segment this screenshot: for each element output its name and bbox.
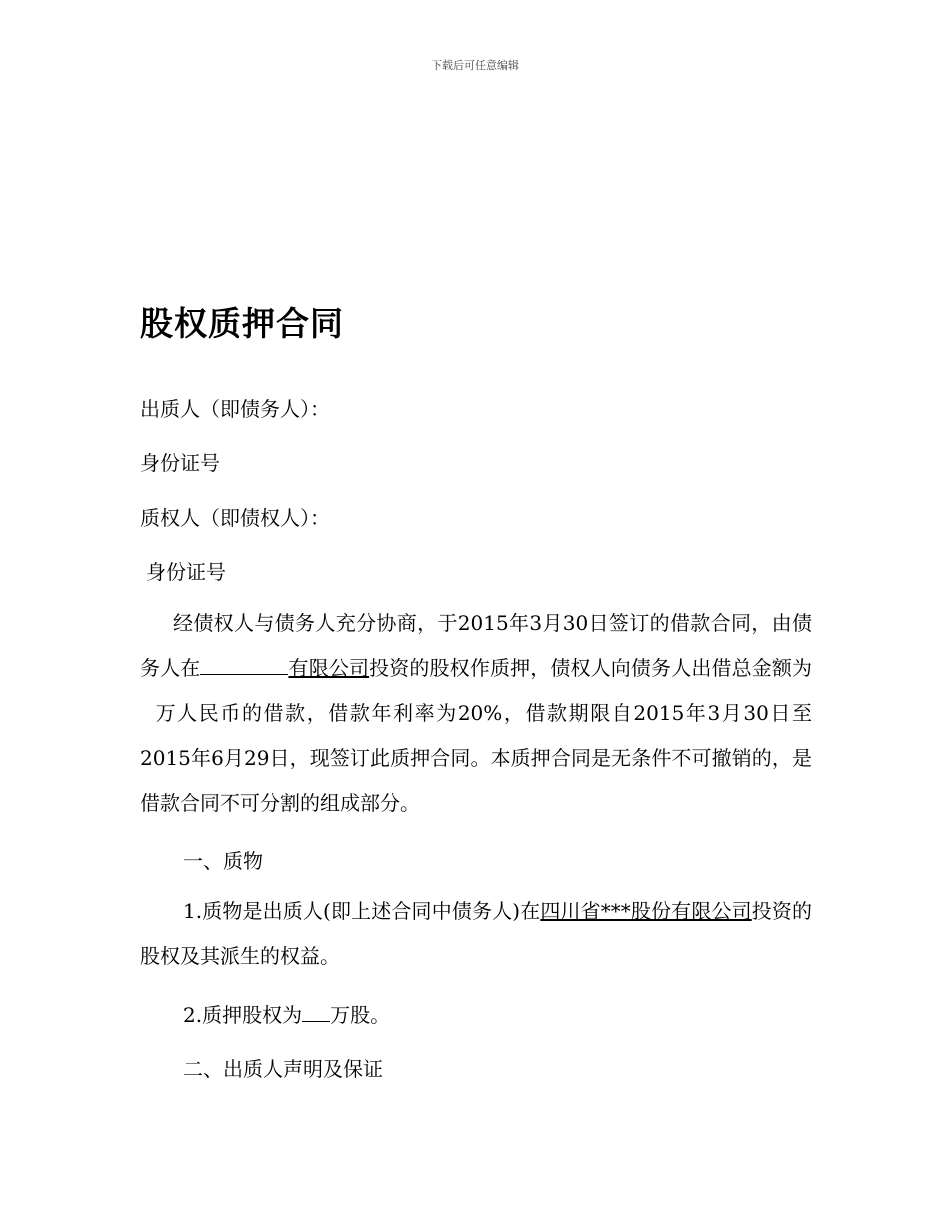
pledgee-id-label: 身份证号 bbox=[146, 560, 226, 584]
intro-part2: 投资的股权作质押，债权人向债务人出借总金额为 bbox=[369, 656, 813, 680]
section-1-heading: 一、质物 bbox=[183, 849, 263, 873]
section-1-item-2 bbox=[183, 999, 390, 1028]
company-name-blank bbox=[200, 654, 288, 675]
item-1-company: 四川省***股份有限公司 bbox=[540, 899, 752, 923]
item-1-part2: 投资的股权及其派生的权益。 bbox=[140, 899, 813, 968]
section-2-heading: 二、出质人声明及保证 bbox=[183, 1057, 383, 1081]
item-1-part1: 1.质物是出质人(即上述合同中债务人)在 bbox=[183, 899, 541, 923]
shares-blank bbox=[302, 1001, 330, 1022]
intro-part3: 万人民币的借款，借款年利率为20%，借款期限自2015年3月30日至2015年6月29日，现签订此质押合同。本质押合同是无条件不可撤销的，是借款合同不可分割的组成部分。 bbox=[140, 701, 812, 815]
document-title: 股权质押合同 bbox=[140, 304, 344, 343]
item-2-part1: 2.质押股权为 bbox=[183, 1003, 303, 1027]
pledgor-id-label: 身份证号 bbox=[140, 451, 220, 475]
pledgor-label: 出质人（即债务人）： bbox=[140, 397, 330, 421]
item-2-part2: 万股。 bbox=[330, 1003, 391, 1027]
intro-part1: 经债权人与债务人充分协商，于2015年3月30日签订的借款合同，由债务人在 bbox=[140, 611, 812, 680]
pledgee-label: 质权人（即债权人）： bbox=[140, 506, 330, 530]
intro-paragraph bbox=[140, 601, 812, 826]
header-note: 下载后可任意编辑 bbox=[431, 59, 519, 72]
section-1-item-1 bbox=[140, 889, 812, 979]
company-suffix: 有限公司 bbox=[288, 656, 370, 680]
